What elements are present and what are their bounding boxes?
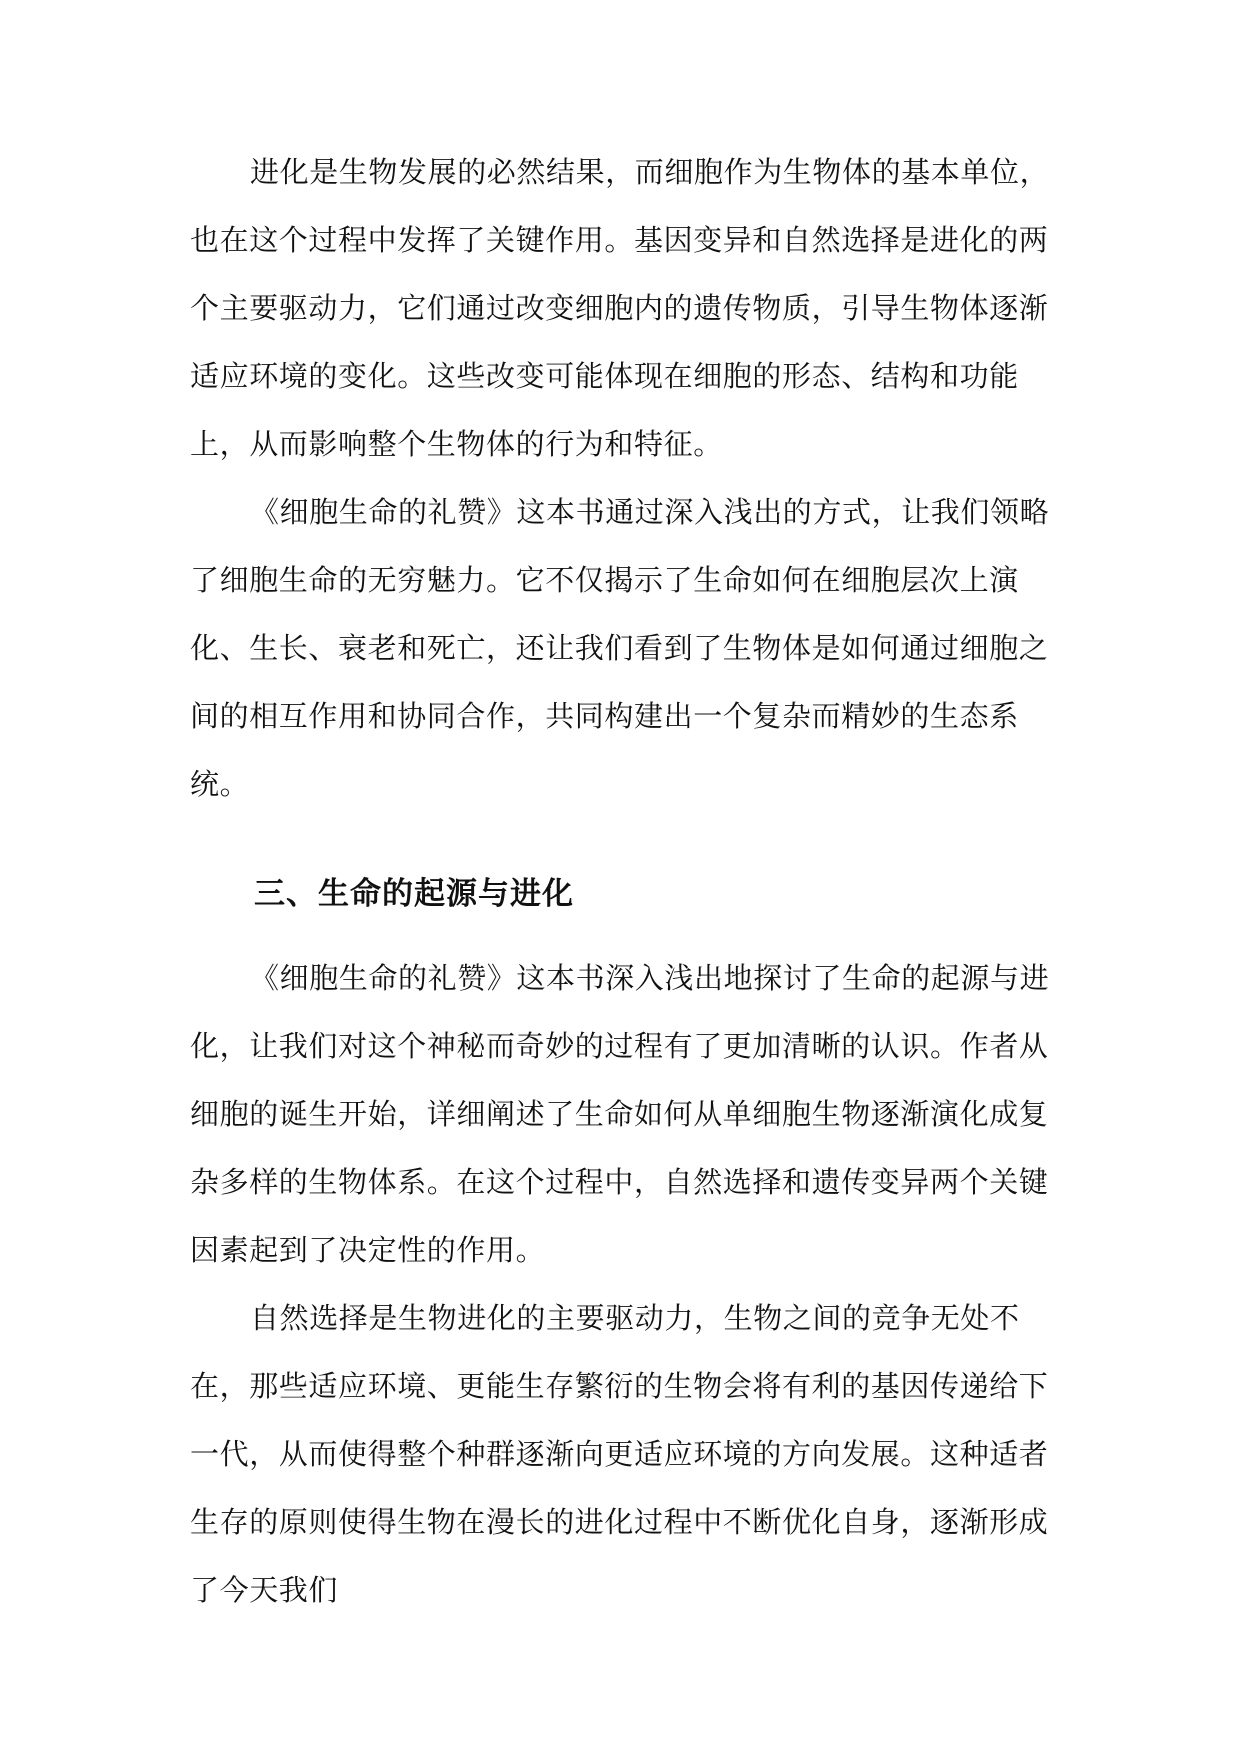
section-heading: 三、生命的起源与进化 <box>254 876 574 912</box>
paragraph-book-charm: 《细胞生命的礼赞》这本书通过深入浅出的方式，让我们领略了细胞生命的无穷魅力。它不仅揭示了生命如何在细胞层次上演化、生长、衰老和死亡，还让我们看到了生物体是如何通过细胞之间的相互作用和协同合作，共同构建出一个复杂而精妙的生态系统。 <box>190 495 1050 801</box>
paragraph-evolution-cells: 进化是生物发展的必然结果，而细胞作为生物体的基本单位，也在这个过程中发挥了关键作用。基因变异和自然选择是进化的两个主要驱动力，它们通过改变细胞内的遗传物质，引导生物体逐渐适应环境的变化。这些改变可能体现在细胞的形态、结构和功能上，从而影响整个生物体的行为和特征。 <box>190 155 1050 461</box>
paragraph-origin-evolution: 《细胞生命的礼赞》这本书深入浅出地探讨了生命的起源与进化，让我们对这个神秘而奇妙的过程有了更加清晰的认识。作者从细胞的诞生开始，详细阐述了生命如何从单细胞生物逐渐演化成复杂多样的生物体系。在这个过程中，自然选择和遗传变异两个关键因素起到了决定性的作用。 <box>190 961 1050 1267</box>
paragraph-natural-selection: 自然选择是生物进化的主要驱动力，生物之间的竞争无处不在，那些适应环境、更能生存繁衍的生物会将有利的基因传递给下一代，从而使得整个种群逐渐向更适应环境的方向发展。这种适者生存的原则使得生物在漫长的进化过程中不断优化自身，逐渐形成了今天我们 <box>190 1301 1049 1607</box>
document-body <box>190 138 1052 1624</box>
